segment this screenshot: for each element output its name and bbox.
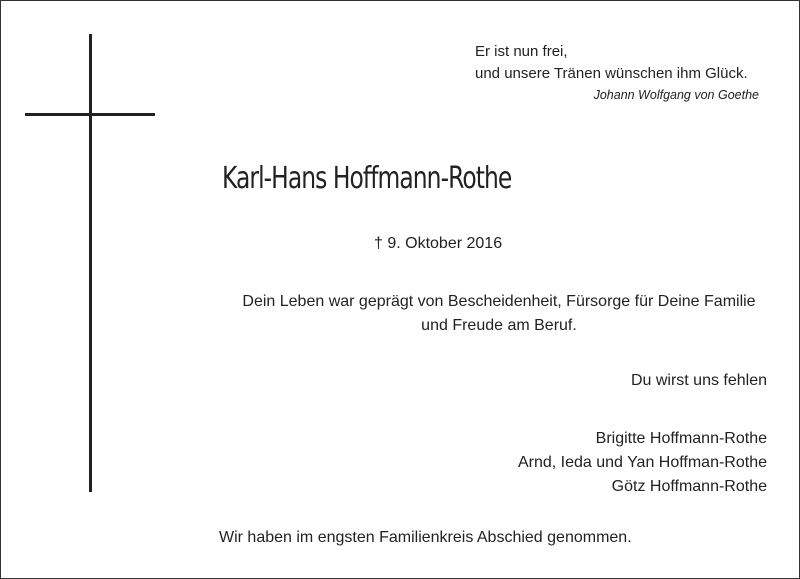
- mourner-name: Arnd, Ieda und Yan Hoffman-Rothe: [517, 454, 767, 471]
- mourner-name: Götz Hoffmann-Rothe: [611, 478, 767, 495]
- mourner-name: Brigitte Hoffmann-Rothe: [595, 430, 767, 447]
- quote-line: Er ist nun frei,: [475, 43, 568, 60]
- quote-line: und unsere Tränen wünschen ihm Glück.: [475, 65, 748, 82]
- tribute-text: [211, 290, 787, 338]
- mourners-list: [461, 427, 767, 499]
- tribute-line: und Freude am Beruf.: [421, 317, 577, 334]
- quote: [475, 41, 775, 85]
- farewell-note: Wir haben im engsten Familienkreis Abschied genommen.: [219, 529, 632, 546]
- cross-icon: [89, 34, 92, 492]
- closing-line: Du wirst uns fehlen: [630, 372, 767, 389]
- deceased-name: Karl-Hans Hoffmann-Rothe: [222, 161, 512, 196]
- death-date: † 9. Oktober 2016: [374, 235, 503, 252]
- tribute-line: Dein Leben war geprägt von Bescheidenheit, Fürsorge für Deine Familie: [242, 293, 756, 310]
- cross-icon-crossbar: [25, 113, 155, 116]
- quote-author: Johann Wolfgang von Goethe: [593, 88, 759, 102]
